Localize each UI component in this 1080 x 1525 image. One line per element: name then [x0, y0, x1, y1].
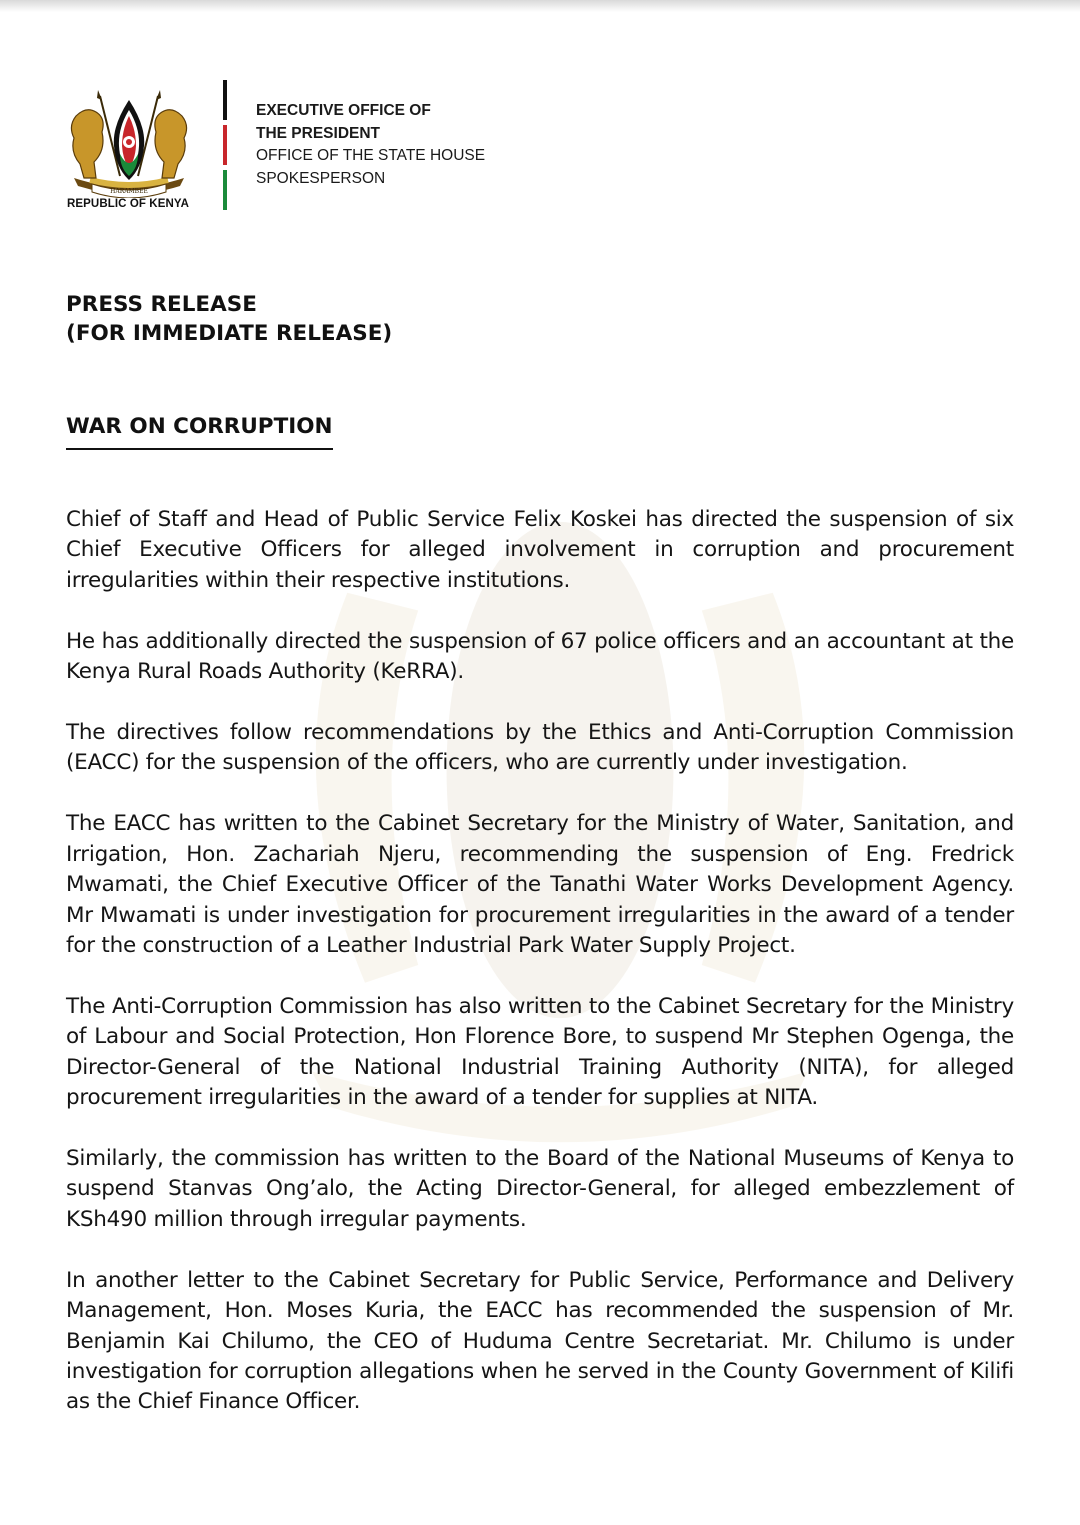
- paragraph: The Anti-Corruption Commission has also written to the Cabinet Secretary for the Ministry of Labour and Social Protection, Hon Florence Bore, to suspend Mr Stephen Ogenga, the Director-General of the National Industrial Training Authority (NITA), for alleged procurement irregularities in the award of a tender for supplies at NITA.: [66, 993, 1014, 1111]
- motto-text: HARAMBEE: [110, 188, 148, 195]
- paragraph: He has additionally directed the suspension of 67 police officers and an accountant at the Kenya Rural Roads Authority (KeRRA).: [66, 628, 1014, 685]
- document-title: WAR ON CORRUPTION: [66, 412, 333, 450]
- paragraph: Similarly, the commission has written to the Board of the National Museums of Kenya to suspend Stanvas Ong’alo, the Acting Director-General, for alleged embezzlement of KSh490 million through irregular payments.: [66, 1146, 1014, 1232]
- top-edge-shadow: [0, 0, 1080, 12]
- office-line-3: OFFICE OF THE STATE HOUSE: [256, 147, 486, 164]
- office-line-2: THE PRESIDENT: [256, 124, 381, 142]
- press-release-line: PRESS RELEASE: [66, 292, 257, 317]
- press-release-label: [66, 290, 392, 348]
- office-line-4: SPOKESPERSON: [256, 169, 386, 187]
- emblem-caption: REPUBLIC OF KENYA: [66, 198, 190, 210]
- flag-bar-green: [223, 170, 227, 210]
- paragraph: Chief of Staff and Head of Public Service Felix Koskei has directed the suspension of six Chief Executive Officers for alleged involvement in corruption and procurement irregularities within their respective institutions.: [66, 507, 1014, 593]
- office-name-block: [256, 100, 485, 190]
- flag-bar-red: [223, 125, 227, 165]
- kenya-coat-of-arms-emblem: [62, 86, 196, 198]
- press-release-body: [66, 505, 1014, 1448]
- immediate-release-line: (FOR IMMEDIATE RELEASE): [66, 321, 393, 346]
- flag-bar-black: [223, 80, 227, 120]
- paragraph: In another letter to the Cabinet Secretary for Public Service, Performance and Delivery Management, Hon. Moses Kuria, the EACC has recommended the suspension of Mr. Benjamin Kai Chilumo, the CEO of Huduma Centre Secretariat. Mr. Chilumo is under investigation for corruption allegations when he served in the County Government of Kilifi as the Chief Finance Officer.: [66, 1267, 1014, 1415]
- paragraph: The directives follow recommendations by the Ethics and Anti-Corruption Commission (EACC) for the suspension of the officers, who are currently under investigation.: [66, 720, 1014, 776]
- office-line-1: EXECUTIVE OFFICE OF: [256, 102, 431, 119]
- paragraph: The EACC has written to the Cabinet Secretary for the Ministry of Water, Sanitation, and Irrigation, Hon. Zachariah Njeru, recommending the suspension of Eng. Fredrick Mwamati, the Chief Executive Officer of the Tanathi Water Works Development Agency. Mr Mwamati is under investigation for procurement irregularities in the award of a tender for the construction of a Leather Industrial Park Water Supply Project.: [66, 811, 1014, 958]
